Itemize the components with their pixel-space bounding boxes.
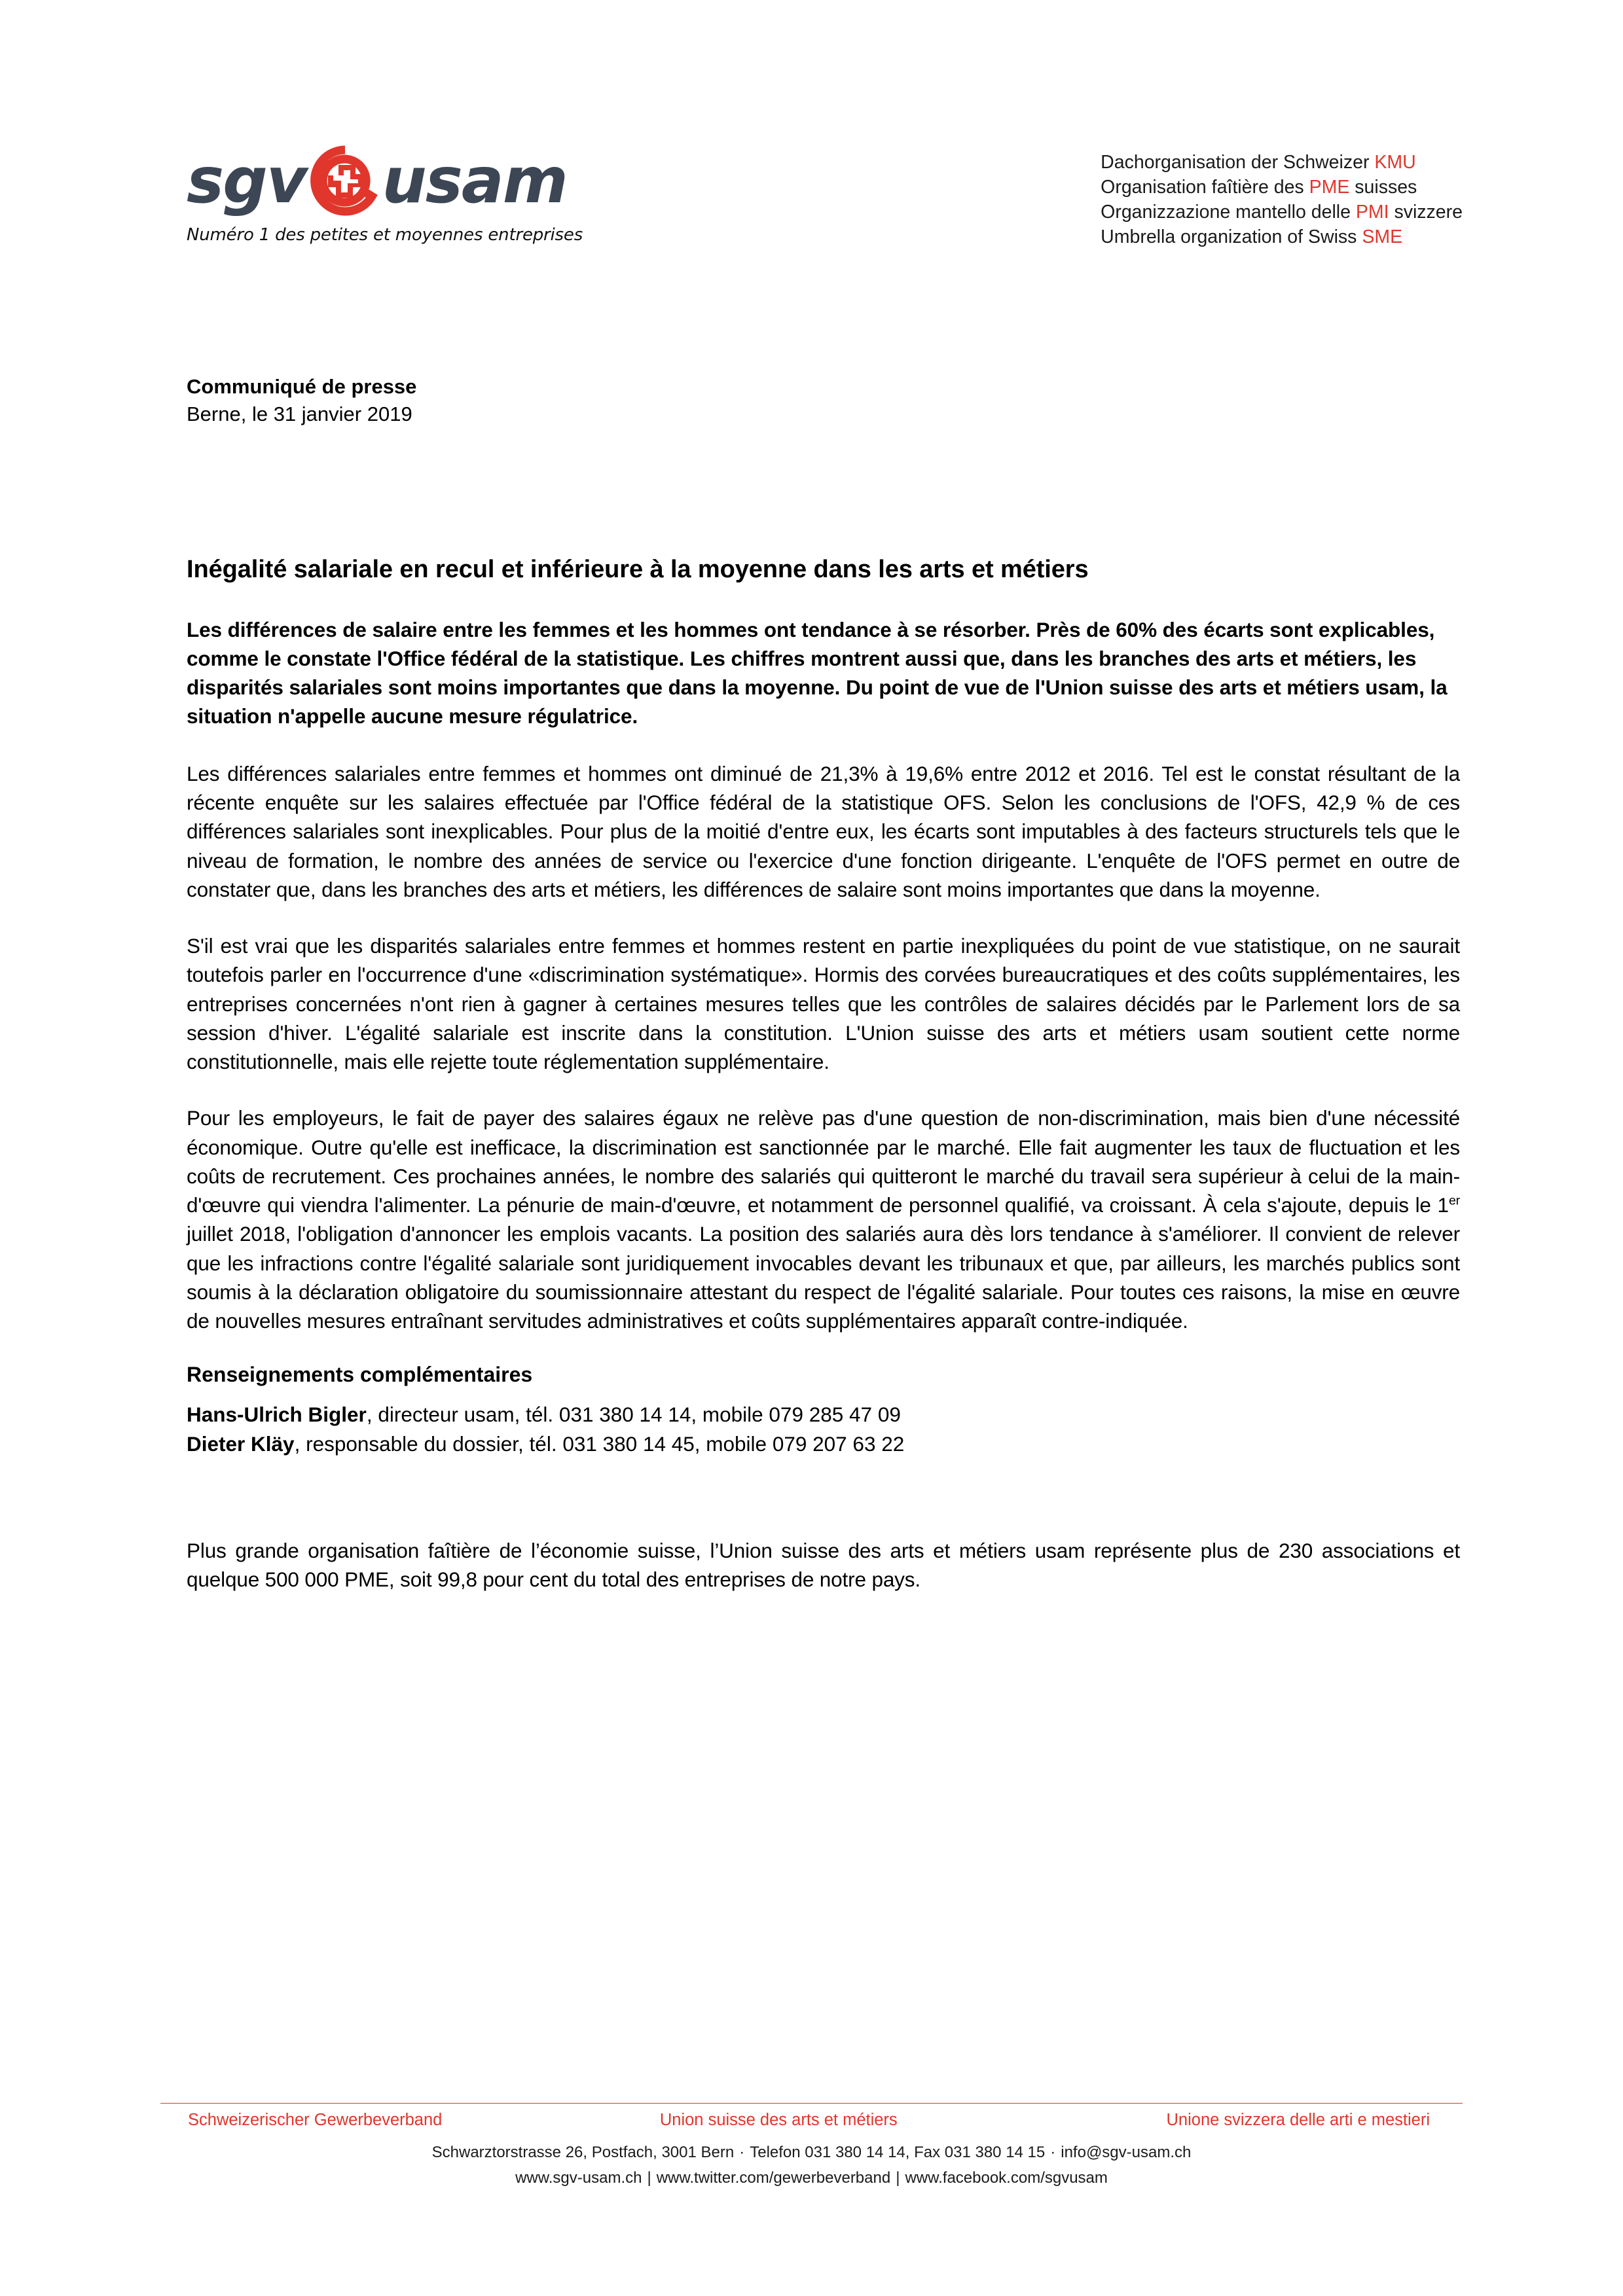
descriptor-line-en: Umbrella organization of Swiss SME: [1101, 226, 1403, 247]
descriptor-line-fr: Organisation faîtière des PME suisses: [1101, 176, 1417, 198]
footer-twitter-link[interactable]: www.twitter.com/gewerbeverband: [656, 2169, 891, 2187]
page-footer: [160, 2103, 1463, 2191]
footer-org-de: Schweizerischer Gewerbeverband: [188, 2111, 443, 2130]
contact-name: Hans-Ulrich Bigler: [187, 1403, 367, 1427]
footer-separator-bar: |: [896, 2169, 900, 2187]
footer-website-link[interactable]: www.sgv-usam.ch: [515, 2169, 642, 2187]
contact-item: [187, 1429, 1460, 1459]
document-type-label: Communiqué de presse: [187, 375, 417, 398]
contacts-heading: Renseignements complémentaires: [187, 1363, 533, 1387]
body-paragraph-3: [187, 1103, 1460, 1335]
footer-separator-dot: ·: [1050, 2144, 1056, 2162]
footer-email-link[interactable]: info@sgv-usam.ch: [1061, 2144, 1192, 2162]
descriptor-line-de: Dachorganisation der Schweizer KMU: [1101, 152, 1416, 173]
body-paragraph-2: S'il est vrai que les disparités salariales entre femmes et hommes restent en partie inexpliquées du point de vue statistique, on ne saurait toutefois parler en l'occurrence d'une «discrimination systématique». Hormis des corvées bureaucratiques et des coûts supplémentaires, les entreprises concernées n'ont rien à gagner à certaines mesures telles que les contrôles de salaires décidés par le Parlement lors de sa session d'hiver. L'égalité salariale est inscrite dans la constitution. L'Union suisse des arts et métiers usam soutient cette norme constitutionnelle, mais elle rejette toute réglementation supplémentaire.: [187, 934, 1460, 1074]
sgv-usam-logo: [187, 145, 606, 245]
page-header: [187, 145, 1463, 276]
document-meta: [187, 373, 416, 428]
footer-postal-address: Schwarztorstrasse 26, Postfach, 3001 Bern: [431, 2144, 735, 2162]
footer-org-it: Unione svizzera delle arti e mestieri: [1166, 2111, 1430, 2130]
footer-separator-bar: |: [647, 2169, 651, 2187]
footer-org-fr: Union suisse des arts et métiers: [659, 2111, 898, 2130]
logo-word-sgv: sgv: [187, 144, 306, 217]
logo-word-usam: usam: [382, 144, 567, 217]
acronym-pme: PME: [1309, 176, 1350, 198]
acronym-sme: SME: [1362, 226, 1403, 247]
lead-paragraph: Les différences de salaire entre les femmes et les hommes ont tendance à se résorber. Près de 60% des écarts sont explicables, comme le constate l'Office fédéral de la statistique. Les chiffres montrent aussi que, dans les branches des arts et métiers, les disparités salariales sont moins importantes que dans la moyenne. Du point de vue de l'Union suisse des arts et métiers usam, la situation n'appelle aucune mesure régulatrice.: [187, 617, 1448, 728]
sgv-usam-swiss-cross-emblem-icon: [310, 145, 380, 216]
document-body: [187, 553, 1460, 1594]
footer-separator-dot: ·: [739, 2144, 745, 2162]
contacts-list: [187, 1400, 1460, 1458]
place-and-date: Berne, le 31 janvier 2019: [187, 403, 412, 426]
footer-address-line: [160, 2140, 1463, 2166]
descriptor-line-it: Organizzazione mantello delle PMI svizzere: [1101, 201, 1463, 223]
footer-contact-details: [160, 2140, 1463, 2191]
contact-details: , responsable du dossier, tél. 031 380 14 45, mobile 079 207 63 22: [294, 1432, 905, 1456]
contact-item: [187, 1400, 1460, 1429]
logo-wordmark-row: [187, 145, 606, 216]
acronym-pmi: PMI: [1355, 201, 1389, 223]
body-paragraph-1: Les différences salariales entre femmes et hommes ont diminué de 21,3% à 19,6% entre 2012 et 2016. Tel est le constat résultant de la récente enquête sur les salaires effectuée par l'Office fédéral de la statistique OFS. Selon les conclusions de l'OFS, 42,9 % de ces différences salariales sont inexplicables. Pour plus de la moitié d'entre eux, les écarts sont imputables à des facteurs structurels tels que le niveau de formation, le nombre des années de service ou l'exercice d'une fonction dirigeante. L'enquête de l'OFS permet en outre de constater que, dans les branches des arts et métiers, les différences de salaire sont moins importantes que dans la moyenne.: [187, 761, 1460, 901]
footer-links-line: [160, 2166, 1463, 2191]
logo-tagline: Numéro 1 des petites et moyennes entreprises: [187, 225, 583, 245]
footer-phone-fax: Telefon 031 380 14 14, Fax 031 380 14 15: [750, 2144, 1046, 2162]
contact-details: , directeur usam, tél. 031 380 14 14, mobile 079 285 47 09: [366, 1403, 901, 1427]
acronym-kmu: KMU: [1374, 152, 1416, 173]
page-title: Inégalité salariale en recul et inférieure à la moyenne dans les arts et métiers: [187, 556, 1089, 583]
organization-boilerplate: Plus grande organisation faîtière de l’économie suisse, l’Union suisse des arts et métiers usam représente plus de 230 associations et quelque 500 000 PME, soit 99,8 pour cent du total des entreprises de notre pays.: [187, 1538, 1460, 1592]
ordinal-suffix-er: er: [1448, 1193, 1460, 1208]
contact-name: Dieter Kläy: [187, 1432, 295, 1456]
footer-divider: [160, 2103, 1463, 2104]
paragraph-3-part-2: juillet 2018, l'obligation d'annoncer les emplois vacants. La position des salariés aura dès lors tendance à s'améliorer. Il convient de relever que les infractions contre l'égalité salariale sont juridiquement invocables devant les tribunaux et que, par ailleurs, les marchés publics sont soumis à la déclaration obligatoire du soumissionnaire attestant du respect de l'égalité salariale. Pour toutes ces raisons, la mise en œuvre de nouvelles mesures entraînant servitudes administratives et coûts supplémentaires apparaît contre-indiquée.: [187, 1222, 1460, 1333]
footer-organization-names: [160, 2110, 1463, 2131]
footer-facebook-link[interactable]: www.facebook.com/sgvusam: [905, 2169, 1108, 2187]
multilingual-descriptor-block: [1101, 151, 1463, 250]
paragraph-3-part-1: Pour les employeurs, le fait de payer des salaires égaux ne relève pas d'une question de non-discrimination, mais bien d'une nécessité économique. Outre qu'elle est inefficace, la discrimination est sanctionnée par le marché. Elle fait augmenter les taux de fluctuation et les coûts de recrutement. Ces prochaines années, le nombre des salariés qui quitteront le marché du travail sera supérieur à celui de la main-d'œuvre qui viendra l'alimenter. La pénurie de main-d'œuvre, et notamment de personnel qualifié, va croissant. À cela s'ajoute, depuis le 1: [187, 1106, 1460, 1217]
